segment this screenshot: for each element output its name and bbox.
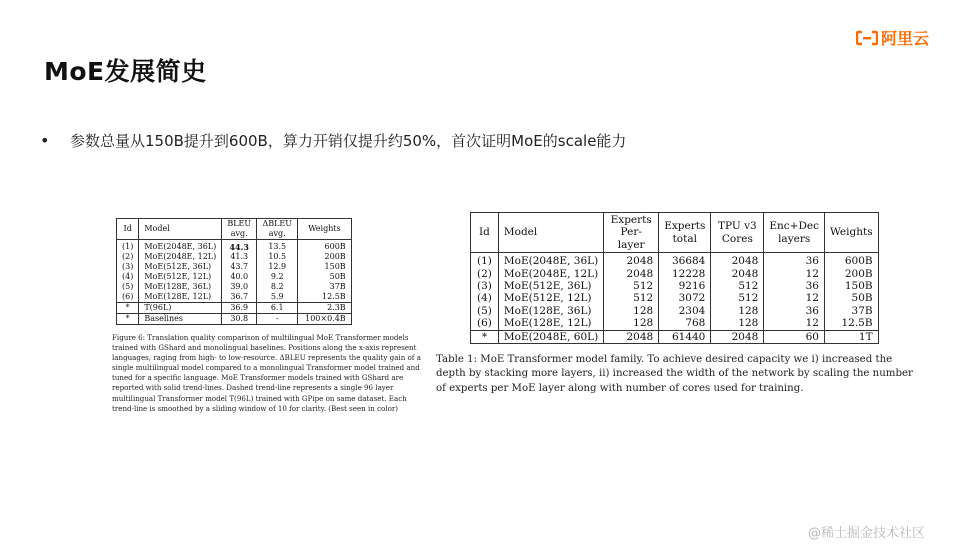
cell-id: * [117, 303, 139, 314]
table-row [117, 262, 352, 272]
cell-model: T(96L) [139, 303, 222, 314]
aliyun-logo [856, 26, 929, 49]
cell-weights: 2.3B [298, 303, 351, 314]
table-row [471, 268, 879, 280]
cell-model: MoE(2048E, 12L) [498, 268, 603, 280]
cell-tpu-cores: 2048 [711, 268, 764, 280]
cell-layers: 36 [764, 253, 825, 268]
table-row [117, 252, 352, 262]
cell-experts-per-layer: 512 [604, 280, 659, 292]
cell-id: (2) [471, 268, 499, 280]
cell-delta-bleu: 9.2 [257, 272, 298, 282]
cell-experts-per-layer: 128 [604, 305, 659, 317]
header-id: Id [117, 219, 139, 240]
bullet-text: 参数总量从150B提升到600B，算力开销仅提升约50%，首次证明MoE的scale能力 [70, 132, 627, 150]
cell-id: (5) [117, 282, 139, 292]
logo-text: 阿里云 [881, 29, 930, 48]
cell-weights: 50B [298, 272, 351, 282]
cell-weights: 37B [824, 305, 878, 317]
cell-weights: 150B [824, 280, 878, 292]
cell-id: (4) [471, 292, 499, 304]
cell-id: (3) [117, 262, 139, 272]
figure-6-caption: Figure 6: Translation quality comparison of multilingual MoE Transformer models trained with GShard and monolingual baselines. Positions along the x-axis represent languages, raging from high- to low-resource. ΔBLEU represents the quality gain of a single multilingual model compared to a monolingual Transformer model trained and tuned for a specific language. MoE Transformer models trained with GShard are reported with solid trend-lines. Dashed trend-line represents a single 96 layer multilingual Transformer model T(96L) trained with GPipe on same dataset. Each trend-line is smoothed by a sliding window of 10 for clarity. (Best seen in color) [112, 333, 421, 413]
cell-experts-total: 3072 [659, 292, 711, 304]
cell-model: MoE(512E, 36L) [139, 262, 222, 272]
table-row [117, 240, 352, 253]
cell-layers: 36 [764, 280, 825, 292]
cell-bleu: 41.3 [222, 252, 257, 262]
watermark: @稀土掘金技术社区 [808, 526, 926, 541]
cell-bleu: 44.3 [222, 240, 257, 253]
header-tpu-cores: TPU v3 Cores [711, 213, 764, 253]
cell-experts-per-layer: 512 [604, 292, 659, 304]
cell-model: MoE(2048E, 36L) [139, 240, 222, 253]
cell-model: MoE(2048E, 60L) [498, 330, 603, 343]
header-experts-total: Experts total [659, 213, 711, 253]
cell-model: MoE(128E, 12L) [498, 317, 603, 330]
cell-bleu: 43.7 [222, 262, 257, 272]
table-row [471, 292, 879, 304]
cell-experts-total: 9216 [659, 280, 711, 292]
cell-id: (2) [117, 252, 139, 262]
cell-model: MoE(2048E, 12L) [139, 252, 222, 262]
cell-delta-bleu: 12.9 [257, 262, 298, 272]
cell-weights: 600B [824, 253, 878, 268]
right-figure [436, 212, 916, 396]
cell-model: MoE(128E, 12L) [139, 292, 222, 303]
cell-tpu-cores: 2048 [711, 253, 764, 268]
cell-delta-bleu: 8.2 [257, 282, 298, 292]
cell-bleu: 39.0 [222, 282, 257, 292]
cell-id: (6) [117, 292, 139, 303]
header-bleu: BLEU avg. [222, 219, 257, 240]
cell-tpu-cores: 128 [711, 305, 764, 317]
cell-weights: 1T [824, 330, 878, 343]
cell-experts-total: 12228 [659, 268, 711, 280]
cell-model: MoE(512E, 12L) [139, 272, 222, 282]
cell-experts-per-layer: 2048 [604, 253, 659, 268]
table-row [117, 272, 352, 282]
cell-id: (1) [117, 240, 139, 253]
cell-delta-bleu: 10.5 [257, 252, 298, 262]
table-1-caption: Table 1: MoE Transformer model family. To achieve desired capacity we i) increased the depth by stacking more layers, ii) increased the width of the network by scaling the number of experts per MoE layer along with number of cores used for training. [436, 354, 913, 394]
cell-delta-bleu: 6.1 [257, 303, 298, 314]
cell-id: (4) [117, 272, 139, 282]
cell-experts-total: 2304 [659, 305, 711, 317]
slide-title: MoE发展简史 [44, 57, 207, 86]
cell-model: MoE(512E, 12L) [498, 292, 603, 304]
table-header-row [117, 219, 352, 240]
table-row [471, 280, 879, 292]
cell-weights: 200B [824, 268, 878, 280]
header-model: Model [498, 213, 603, 253]
cell-delta-bleu: 5.9 [257, 292, 298, 303]
cell-bleu: 30.8 [222, 314, 257, 325]
header-delta-bleu: ΔBLEU avg. [257, 219, 298, 240]
table-row [117, 292, 352, 303]
cell-experts-total: 36684 [659, 253, 711, 268]
cell-delta-bleu: 13.5 [257, 240, 298, 253]
cell-weights: 50B [824, 292, 878, 304]
aliyun-logo-icon [856, 30, 878, 46]
cell-bleu: 36.9 [222, 303, 257, 314]
cell-delta-bleu: - [257, 314, 298, 325]
cell-model: Baselines [139, 314, 222, 325]
model-family-table [470, 212, 879, 344]
cell-experts-per-layer: 2048 [604, 268, 659, 280]
cell-tpu-cores: 512 [711, 292, 764, 304]
bullet-point [40, 130, 626, 151]
header-model: Model [139, 219, 222, 240]
cell-layers: 12 [764, 268, 825, 280]
cell-experts-total: 61440 [659, 330, 711, 343]
cell-id: (5) [471, 305, 499, 317]
cell-model: MoE(128E, 36L) [498, 305, 603, 317]
header-weights: Weights [298, 219, 351, 240]
cell-id: (6) [471, 317, 499, 330]
cell-weights: 200B [298, 252, 351, 262]
cell-weights: 37B [298, 282, 351, 292]
cell-weights: 100×0.4B [298, 314, 351, 325]
table-row [471, 305, 879, 317]
cell-model: MoE(2048E, 36L) [498, 253, 603, 268]
table-row [117, 282, 352, 292]
header-id: Id [471, 213, 499, 253]
cell-tpu-cores: 512 [711, 280, 764, 292]
cell-layers: 12 [764, 317, 825, 330]
cell-model: MoE(512E, 36L) [498, 280, 603, 292]
cell-tpu-cores: 2048 [711, 330, 764, 343]
header-experts-per-layer: Experts Per-layer [604, 213, 659, 253]
table-row [471, 330, 879, 343]
cell-layers: 12 [764, 292, 825, 304]
cell-tpu-cores: 128 [711, 317, 764, 330]
cell-experts-total: 768 [659, 317, 711, 330]
table-header-row [471, 213, 879, 253]
cell-layers: 36 [764, 305, 825, 317]
cell-id: (1) [471, 253, 499, 268]
cell-id: (3) [471, 280, 499, 292]
cell-bleu: 40.0 [222, 272, 257, 282]
cell-id: * [471, 330, 499, 343]
cell-bleu: 36.7 [222, 292, 257, 303]
cell-weights: 150B [298, 262, 351, 272]
cell-model: MoE(128E, 36L) [139, 282, 222, 292]
cell-layers: 60 [764, 330, 825, 343]
cell-weights: 600B [298, 240, 351, 253]
table-row [117, 314, 352, 325]
table-row [117, 303, 352, 314]
cell-experts-per-layer: 2048 [604, 330, 659, 343]
cell-experts-per-layer: 128 [604, 317, 659, 330]
table-row [471, 253, 879, 268]
bullet-dot-icon: • [40, 131, 50, 150]
left-figure [112, 218, 430, 414]
cell-weights: 12.5B [298, 292, 351, 303]
header-weights: Weights [824, 213, 878, 253]
header-enc-dec-layers: Enc+Dec layers [764, 213, 825, 253]
table-row [471, 317, 879, 330]
cell-id: * [117, 314, 139, 325]
bleu-table [116, 218, 352, 325]
cell-weights: 12.5B [824, 317, 878, 330]
